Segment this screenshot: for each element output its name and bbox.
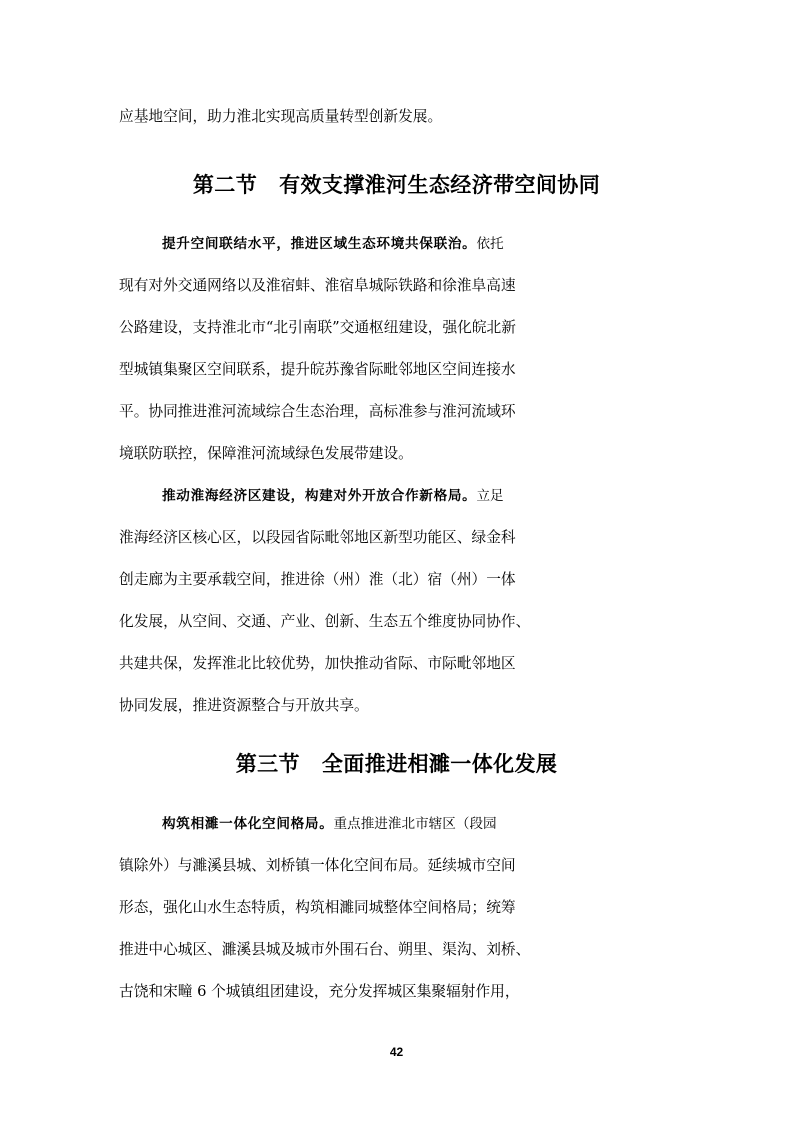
- paragraph-line: 公路建设，支持淮北市“北引南联”交通枢纽建设，强化皖北新: [119, 319, 516, 336]
- section-number: 第三节: [235, 752, 300, 776]
- paragraph-first-line: 提升空间联结水平，推进区域生态环境共保联治。依托: [0, 226, 793, 262]
- section-title: 全面推进相濉一体化发展: [321, 752, 558, 776]
- paragraph-line: 现有对外交通网络以及淮宿蚌、淮宿阜城际铁路和徐淮阜高速: [119, 277, 516, 294]
- paragraph-lead: 提升空间联结水平，推进区域生态环境共保联治。: [162, 236, 477, 252]
- paragraph-line: 淮海经济区核心区，以段园省际毗邻地区新型功能区、绿金科: [119, 529, 516, 546]
- paragraph-line: 推进中心城区、濉溪县城及城市外围石台、朔里、渠沟、刘桥、: [119, 941, 531, 958]
- section-number: 第二节: [192, 173, 258, 197]
- paragraph-first-line: 构筑相濉一体化空间格局。重点推进淮北市辖区（段园: [0, 806, 793, 842]
- paragraph-line: 型城镇集聚区空间联系，提升皖苏豫省际毗邻地区空间连接水: [119, 361, 516, 378]
- section-title: 有效支撑淮河生态经济带空间协同: [279, 173, 601, 197]
- paragraph-line: 应基地空间，助力淮北实现高质量转型创新发展。: [119, 108, 443, 125]
- paragraph-line: 境联防联控，保障淮河流域绿色发展带建设。: [119, 445, 413, 462]
- section-heading: [0, 746, 793, 782]
- paragraph-lead: 构筑相濉一体化空间格局。: [162, 816, 334, 832]
- paragraph-lead: 推动淮海经济区建设，构建对外开放合作新格局。: [162, 488, 477, 504]
- page-number: 42: [389, 1045, 404, 1059]
- section-heading: [0, 167, 793, 203]
- paragraph-line: 镇除外）与濉溪县城、刘桥镇一体化空间布局。延续城市空间: [119, 857, 516, 874]
- paragraph-line: 平。协同推进淮河流域综合生态治理，高标准参与淮河流域环: [119, 403, 516, 420]
- paragraph-line: 形态，强化山水生态特质，构筑相濉同城整体空间格局；统筹: [119, 899, 516, 916]
- paragraph-line: 创走廊为主要承载空间，推进徐（州）淮（北）宿（州）一体: [119, 571, 516, 588]
- paragraph-line: 共建共保，发挥淮北比较优势，加快推动省际、市际毗邻地区: [119, 655, 516, 672]
- paragraph-line: 化发展，从空间、交通、产业、创新、生态五个维度协同协作、: [119, 613, 531, 630]
- paragraph-line: 古饶和宋疃 6 个城镇组团建设，充分发挥城区集聚辐射作用，: [119, 983, 520, 1000]
- paragraph-first-line: 推动淮海经济区建设，构建对外开放合作新格局。立足: [0, 478, 793, 514]
- paragraph-line: 协同发展，推进资源整合与开放共享。: [119, 697, 369, 714]
